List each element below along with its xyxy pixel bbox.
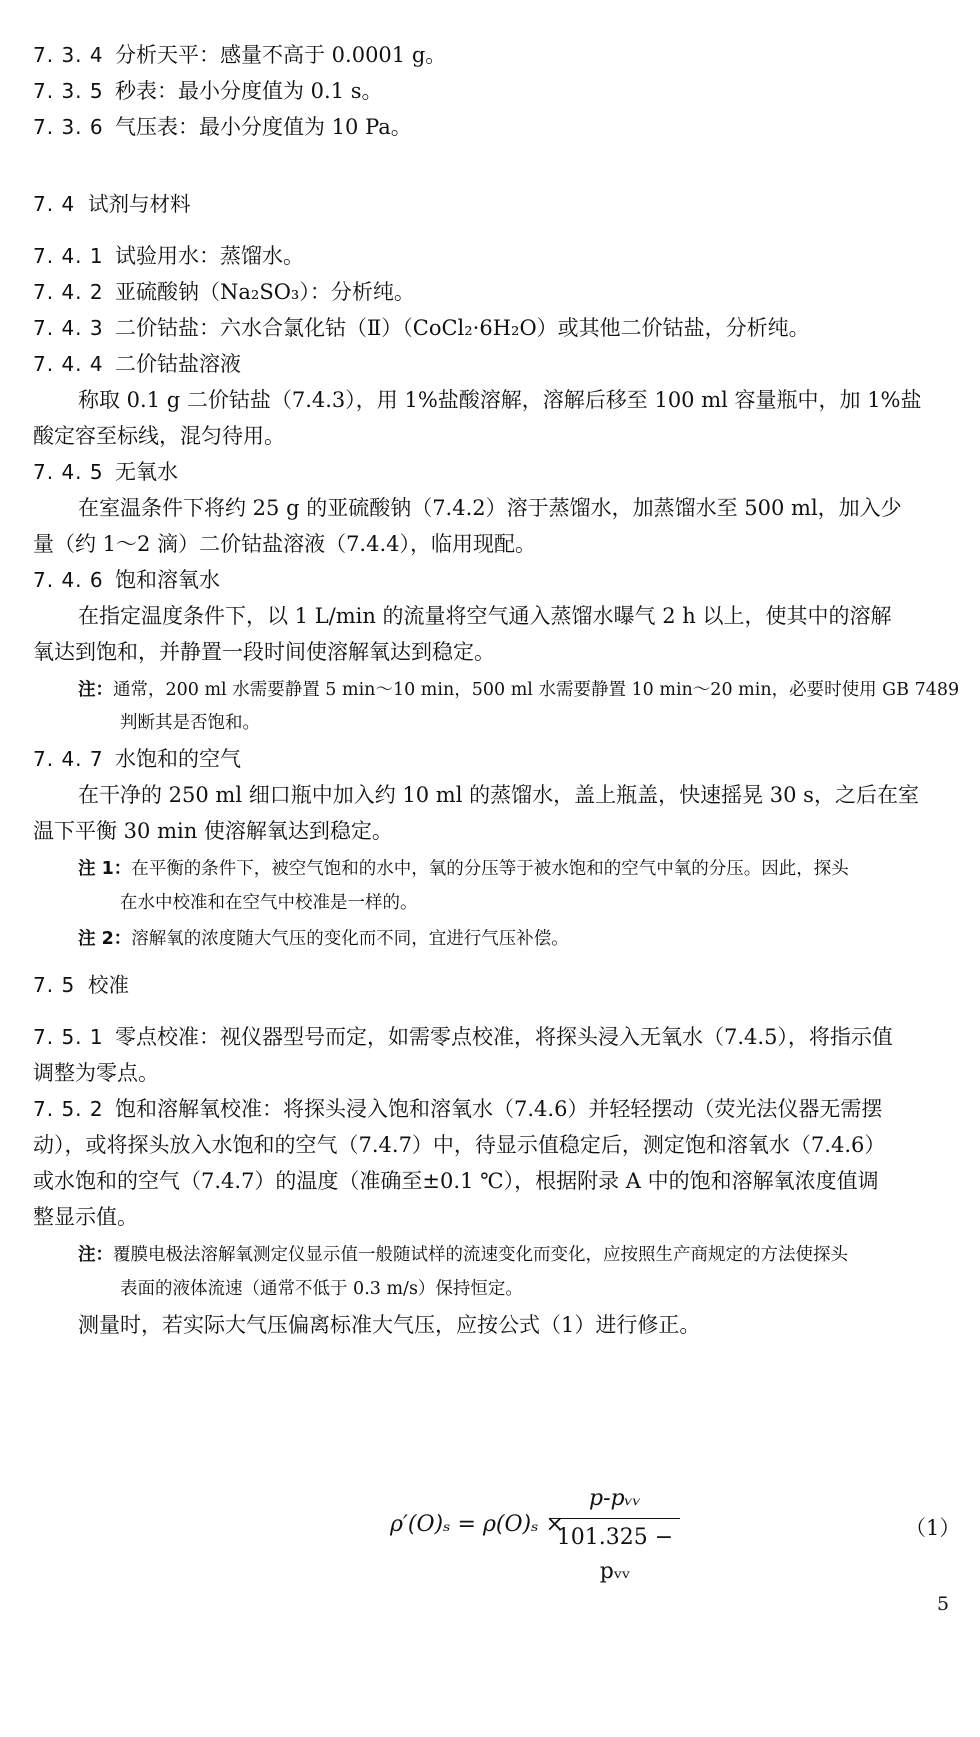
paragraph-7-4-5-line2: 量（约 1～2 滴）二价钴盐溶液（7.4.4），临用现配。 (33, 532, 537, 556)
formula-denominator: 101.325 − pᵥᵥ (556, 1525, 674, 1584)
item-7-4-1: 7. 4. 1 试验用水：蒸馏水。 (33, 244, 304, 268)
section-heading-7-4: 7. 4 试剂与材料 (33, 192, 191, 216)
paragraph-7-5-2-line4: 整显示值。 (33, 1205, 138, 1229)
note-7-5-2-cont: 表面的液体流速（通常不低于 0.3 m/s）保持恒定。 (120, 1279, 523, 1299)
formula-lhs: ρ′(O)ₛ = ρ(O)ₛ × (390, 1512, 564, 1537)
note-2-7-4-7: 注 2：溶解氧的浓度随大气压的变化而不同，宜进行气压补偿。 (78, 929, 569, 949)
paragraph-7-4-7-line1: 在干净的 250 ml 细口瓶中加入约 10 ml 的蒸馏水，盖上瓶盖，快速摇晃 30 s，之后在室 (78, 783, 919, 807)
formula-fraction (550, 1482, 680, 1584)
paragraph-7-4-4-line2: 酸定容至标线，混匀待用。 (33, 424, 285, 448)
item-7-4-7: 7. 4. 7 水饱和的空气 (33, 747, 241, 771)
note-1-7-4-7-cont: 在水中校准和在空气中校准是一样的。 (120, 893, 418, 913)
item-7-4-2: 7. 4. 2 亚硫酸钠（Na₂SO₃）：分析纯。 (33, 280, 415, 304)
note-7-4-6-cont: 判断其是否饱和。 (120, 713, 260, 733)
note-7-5-2: 注：覆膜电极法溶解氧测定仪显示值一般随试样的流速变化而变化，应按照生产商规定的方法使探头 (78, 1245, 848, 1265)
page-number: 5 (937, 1593, 950, 1615)
item-7-3-4: 7. 3. 4 分析天平：感量不高于 0.0001 g。 (33, 43, 447, 67)
fraction-bar (550, 1518, 680, 1519)
item-7-5-1: 7. 5. 1 零点校准：视仪器型号而定，如需零点校准，将探头浸入无氧水（7.4.5），将指示值 (33, 1025, 893, 1049)
formula-number: （1） (905, 1516, 961, 1540)
item-7-4-4: 7. 4. 4 二价钴盐溶液 (33, 352, 241, 376)
item-7-4-3: 7. 4. 3 二价钴盐：六水合氯化钴（Ⅱ）（CoCl₂·6H₂O）或其他二价钴盐，分析纯。 (33, 316, 810, 340)
note-7-4-6: 注：通常，200 ml 水需要静置 5 min～10 min，500 ml 水需要静置 10 min～20 min，必要时使用 GB 7489 (78, 680, 960, 700)
item-7-4-5: 7. 4. 5 无氧水 (33, 460, 178, 484)
item-7-5-2: 7. 5. 2 饱和溶解氧校准：将探头浸入饱和溶氧水（7.4.6）并轻轻摆动（荧光法仪器无需摆 (33, 1097, 883, 1121)
paragraph-7-4-4-line1: 称取 0.1 g 二价钴盐（7.4.3），用 1%盐酸溶解，溶解后移至 100 ml 容量瓶中，加 1%盐 (78, 388, 922, 412)
section-heading-7-5: 7. 5 校准 (33, 973, 129, 997)
note-1-7-4-7: 注 1：在平衡的条件下，被空气饱和的水中，氧的分压等于被水饱和的空气中氧的分压。因此，探头 (78, 859, 849, 879)
paragraph-7-4-6-line1: 在指定温度条件下，以 1 L/min 的流量将空气通入蒸馏水曝气 2 h 以上，使其中的溶解 (78, 604, 892, 628)
item-7-3-6: 7. 3. 6 气压表：最小分度值为 10 Pa。 (33, 115, 412, 139)
paragraph-7-5-2-line2: 动），或将探头放入水饱和的空气（7.4.7）中，待显示值稳定后，测定饱和溶氧水（7.4.6） (33, 1133, 886, 1157)
formula-numerator: p-pᵥᵥ (589, 1486, 641, 1511)
paragraph-7-4-7-line2: 温下平衡 30 min 使溶解氧达到稳定。 (33, 819, 393, 843)
formula-1 (390, 1482, 710, 1584)
paragraph-7-4-6-line2: 氧达到饱和，并静置一段时间使溶解氧达到稳定。 (33, 640, 495, 664)
item-7-3-5: 7. 3. 5 秒表：最小分度值为 0.1 s。 (33, 79, 383, 103)
paragraph-7-4-5-line1: 在室温条件下将约 25 g 的亚硫酸钠（7.4.2）溶于蒸馏水，加蒸馏水至 500 ml，加入少 (78, 496, 902, 520)
paragraph-7-5-1-line2: 调整为零点。 (33, 1061, 159, 1085)
item-7-4-6: 7. 4. 6 饱和溶氧水 (33, 568, 220, 592)
paragraph-7-5-2-line3: 或水饱和的空气（7.4.7）的温度（准确至±0.1 ℃），根据附录 A 中的饱和溶解氧浓度值调 (33, 1169, 879, 1193)
paragraph-measurement-correction: 测量时，若实际大气压偏离标准大气压，应按公式（1）进行修正。 (78, 1313, 701, 1337)
